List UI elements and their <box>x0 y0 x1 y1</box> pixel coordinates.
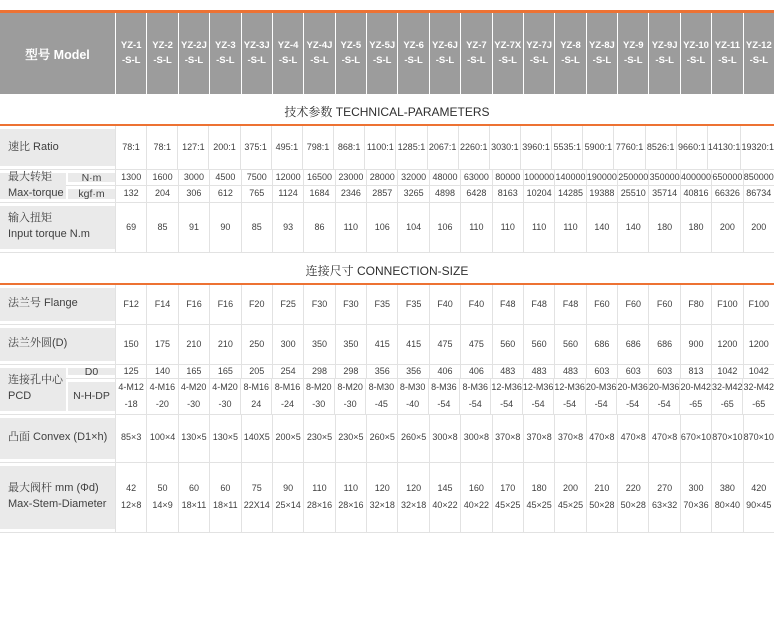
table-cell: 100000 <box>523 170 554 185</box>
table-cell: 870×10 <box>743 415 774 462</box>
table-cell: 100×4 <box>146 415 177 462</box>
model-column-header: YZ-1 -S-L <box>115 13 146 94</box>
table-cell: 210 <box>209 325 240 364</box>
table-cell: 4898 <box>429 186 460 201</box>
table-cell: 298 <box>335 365 366 379</box>
table-cell: 650000 <box>711 170 742 185</box>
model-column-header: YZ-9J -S-L <box>648 13 679 94</box>
table-cell: 32-M42 -65 <box>711 379 743 413</box>
table-cell: 612 <box>209 186 240 201</box>
table-cell: 145 40×22 <box>429 463 460 532</box>
table-cell: 470×8 <box>586 415 617 462</box>
table-cell: F30 <box>335 285 366 324</box>
subrow-kgfm <box>66 185 774 201</box>
table-cell: 165 <box>178 365 209 379</box>
row-label-ratio <box>0 126 115 169</box>
max-torque-kgfm-values <box>115 186 774 201</box>
table-cell: 20-M36 -54 <box>616 379 648 413</box>
table-cell: 670×10 <box>680 415 711 462</box>
table-cell: F100 <box>743 285 774 324</box>
model-column-header: YZ-8J -S-L <box>586 13 617 94</box>
row-ratio <box>0 126 774 170</box>
table-cell: 120 32×18 <box>397 463 428 532</box>
table-cell: 32-M42 -65 <box>742 379 774 413</box>
table-cell: 4-M20 -30 <box>178 379 209 413</box>
row-label-max-torque <box>0 170 66 202</box>
row-label-text: Max-torque <box>8 186 64 199</box>
table-cell: 406 <box>460 365 491 379</box>
unit-label-kgfm: kgf·m <box>66 186 115 201</box>
table-cell: 200 45×25 <box>554 463 585 532</box>
table-cell: 25510 <box>617 186 648 201</box>
table-cell: 5900:1 <box>582 126 613 169</box>
table-cell: 180 45×25 <box>523 463 554 532</box>
table-cell: 200:1 <box>208 126 239 169</box>
table-cell: 300 70×36 <box>680 463 711 532</box>
table-cell: 2067:1 <box>427 126 458 169</box>
table-cell: 200×5 <box>272 415 303 462</box>
table-cell: 686 <box>648 325 679 364</box>
table-cell: F16 <box>209 285 240 324</box>
table-cell: 180 <box>648 203 679 252</box>
model-header-label: 型号 Model <box>25 47 90 62</box>
table-cell: F16 <box>178 285 209 324</box>
table-cell: 125 <box>115 365 146 379</box>
table-cell: 140 <box>586 203 617 252</box>
table-cell: 350 <box>303 325 334 364</box>
table-cell: 370×8 <box>523 415 554 462</box>
table-cell: 210 <box>178 325 209 364</box>
table-cell: 8526:1 <box>645 126 676 169</box>
subrow-nm <box>66 170 774 185</box>
table-cell: 110 28×16 <box>303 463 334 532</box>
table-cell: 300×8 <box>460 415 491 462</box>
table-cell: 40816 <box>680 186 711 201</box>
table-cell: 813 <box>680 365 711 379</box>
model-column-header: YZ-2 -S-L <box>146 13 177 94</box>
table-cell: 85 <box>146 203 177 252</box>
table-cell: 90 <box>209 203 240 252</box>
table-cell: 1300 <box>115 170 146 185</box>
table-cell: 850000 <box>743 170 774 185</box>
table-cell: 110 <box>460 203 491 252</box>
table-cell: 1042 <box>711 365 742 379</box>
model-column-header: YZ-5J -S-L <box>366 13 397 94</box>
table-cell: 175 <box>146 325 177 364</box>
model-column-header: YZ-7X -S-L <box>492 13 523 94</box>
model-column-header: YZ-3 -S-L <box>209 13 240 94</box>
table-cell: 870×10 <box>711 415 742 462</box>
table-cell: 1200 <box>743 325 774 364</box>
table-cell: 483 <box>523 365 554 379</box>
subrow-nhdp <box>66 378 774 413</box>
row-flange <box>0 285 774 325</box>
model-column-header: YZ-9 -S-L <box>617 13 648 94</box>
row-label-flange-od <box>0 325 115 364</box>
table-cell: 35714 <box>648 186 679 201</box>
table-cell: 200 <box>743 203 774 252</box>
table-cell: 1200 <box>711 325 742 364</box>
table-cell: 20-M36 -54 <box>585 379 617 413</box>
table-cell: 170 45×25 <box>492 463 523 532</box>
table-cell: F40 <box>429 285 460 324</box>
pcd-subrows <box>66 365 774 414</box>
unit-label-nm: N·m <box>66 170 115 185</box>
table-cell: 160 40×22 <box>460 463 491 532</box>
table-cell: 165 <box>209 365 240 379</box>
model-column-header: YZ-6 -S-L <box>397 13 428 94</box>
table-cell: 603 <box>617 365 648 379</box>
table-cell: 1285:1 <box>395 126 426 169</box>
table-cell: 8-M36 -54 <box>459 379 490 413</box>
table-cell: 370×8 <box>492 415 523 462</box>
table-cell: 260×5 <box>397 415 428 462</box>
row-label-text: Input torque N.m <box>8 228 90 241</box>
table-cell: 3000 <box>178 170 209 185</box>
max-torque-nm-values <box>115 170 774 185</box>
table-cell: 230×5 <box>303 415 334 462</box>
row-label-text: 速比 Ratio <box>8 140 59 153</box>
table-cell: 1042 <box>743 365 774 379</box>
model-column-header: YZ-4 -S-L <box>272 13 303 94</box>
table-cell: 400000 <box>680 170 711 185</box>
table-cell: 475 <box>460 325 491 364</box>
table-cell: 132 <box>115 186 146 201</box>
table-cell: 375:1 <box>240 126 271 169</box>
model-column-header: YZ-5 -S-L <box>335 13 366 94</box>
table-cell: 7760:1 <box>613 126 644 169</box>
table-cell: 42 12×8 <box>115 463 146 532</box>
pcd-nhdp-values <box>115 379 774 413</box>
table-cell: 4-M16 -20 <box>146 379 177 413</box>
table-cell: 20-M36 -54 <box>648 379 680 413</box>
row-label-max-stem <box>0 463 115 532</box>
table-cell: F60 <box>648 285 679 324</box>
table-cell: 120 32×18 <box>366 463 397 532</box>
table-cell: 85 <box>241 203 272 252</box>
table-cell: F48 <box>523 285 554 324</box>
table-cell: 250 <box>241 325 272 364</box>
table-cell: 2260:1 <box>458 126 489 169</box>
row-convex <box>0 415 774 463</box>
table-cell: 2857 <box>366 186 397 201</box>
row-flange-od <box>0 325 774 365</box>
table-cell: 686 <box>617 325 648 364</box>
table-cell: 270 63×32 <box>648 463 679 532</box>
table-cell: 230×5 <box>335 415 366 462</box>
table-cell: 60 18×11 <box>178 463 209 532</box>
table-cell: 110 <box>335 203 366 252</box>
table-cell: 86 <box>303 203 334 252</box>
table-cell: 3960:1 <box>520 126 551 169</box>
table-cell: 260×5 <box>366 415 397 462</box>
pcd-d0-values <box>115 365 774 379</box>
table-cell: 4-M12 -18 <box>115 379 146 413</box>
table-cell: F14 <box>146 285 177 324</box>
row-label-pcd <box>0 365 66 414</box>
table-cell: 300×8 <box>429 415 460 462</box>
table-cell: F80 <box>680 285 711 324</box>
table-cell: 110 <box>523 203 554 252</box>
table-cell: 765 <box>241 186 272 201</box>
table-cell: 16500 <box>303 170 334 185</box>
table-cell: 1684 <box>303 186 334 201</box>
table-cell: 560 <box>492 325 523 364</box>
model-column-headers <box>115 13 774 94</box>
table-cell: 127:1 <box>177 126 208 169</box>
table-cell: 350000 <box>648 170 679 185</box>
table-cell: 180 <box>680 203 711 252</box>
table-cell: 12000 <box>272 170 303 185</box>
table-cell: 2346 <box>335 186 366 201</box>
row-label-text: PCD <box>8 390 32 403</box>
table-cell: 1600 <box>146 170 177 185</box>
row-label-text: 输入扭矩 <box>8 212 52 225</box>
model-column-header: YZ-8 -S-L <box>554 13 585 94</box>
table-cell: 475 <box>429 325 460 364</box>
table-cell: 140000 <box>554 170 585 185</box>
table-cell: 14285 <box>554 186 585 201</box>
table-cell: 23000 <box>335 170 366 185</box>
table-cell: 250000 <box>617 170 648 185</box>
table-cell: 868:1 <box>333 126 364 169</box>
table-cell: 91 <box>178 203 209 252</box>
table-cell: 560 <box>554 325 585 364</box>
table-cell: 140X5 <box>241 415 272 462</box>
section-title-technical-parameters: 技术参数 TECHNICAL-PARAMETERS <box>0 94 774 126</box>
row-label-text: 法兰号 Flange <box>8 297 78 310</box>
model-column-header: YZ-3J -S-L <box>241 13 272 94</box>
row-label-text: 连接孔中心 <box>8 374 63 387</box>
table-cell: 350 <box>335 325 366 364</box>
table-cell: 140 <box>617 203 648 252</box>
row-input-torque <box>0 203 774 253</box>
table-cell: 415 <box>366 325 397 364</box>
table-cell: 798:1 <box>302 126 333 169</box>
table-cell: 8-M20 -30 <box>334 379 365 413</box>
table-cell: 483 <box>492 365 523 379</box>
table-cell: 190000 <box>586 170 617 185</box>
table-cell: 300 <box>272 325 303 364</box>
max-stem-values <box>115 463 774 532</box>
row-label-input-torque <box>0 203 115 252</box>
table-cell: 603 <box>586 365 617 379</box>
row-label-text: 最大转矩 <box>8 171 52 183</box>
table-cell: 254 <box>272 365 303 379</box>
table-cell: 93 <box>272 203 303 252</box>
input-torque-values <box>115 203 774 252</box>
table-cell: 306 <box>178 186 209 201</box>
table-cell: 104 <box>397 203 428 252</box>
table-cell: 298 <box>303 365 334 379</box>
table-cell: 110 <box>492 203 523 252</box>
table-cell: 19320:1 <box>740 126 774 169</box>
table-cell: 200 <box>711 203 742 252</box>
table-cell: 8-M30 -45 <box>365 379 396 413</box>
table-cell: 370×8 <box>554 415 585 462</box>
ratio-values <box>115 126 774 169</box>
table-cell: 90 25×14 <box>272 463 303 532</box>
table-cell: 686 <box>586 325 617 364</box>
table-cell: 110 28×16 <box>335 463 366 532</box>
table-cell: 8-M20 -30 <box>303 379 334 413</box>
table-cell: F35 <box>397 285 428 324</box>
table-cell: 483 <box>554 365 585 379</box>
table-cell: 20-M42 -65 <box>679 379 711 413</box>
table-cell: 380 80×40 <box>711 463 742 532</box>
table-cell: 60 18×11 <box>209 463 240 532</box>
convex-values <box>115 415 774 462</box>
section-title-connection-size: 连接尺寸 CONNECTION-SIZE <box>0 253 774 285</box>
table-cell: 470×8 <box>617 415 648 462</box>
table-header-row <box>0 10 774 94</box>
table-cell: 210 50×28 <box>586 463 617 532</box>
table-cell: F25 <box>272 285 303 324</box>
table-cell: 12-M36 -54 <box>522 379 554 413</box>
table-cell: 900 <box>680 325 711 364</box>
row-label-text: 最大阀杆 mm (Φd) <box>8 482 99 495</box>
table-cell: 8163 <box>492 186 523 201</box>
table-cell: 48000 <box>429 170 460 185</box>
table-cell: 106 <box>429 203 460 252</box>
max-torque-subrows <box>66 170 774 202</box>
table-cell: 8-M30 -40 <box>397 379 428 413</box>
row-label-convex <box>0 415 115 462</box>
table-cell: 150 <box>115 325 146 364</box>
table-cell: 470×8 <box>648 415 679 462</box>
row-pcd <box>0 365 774 415</box>
table-cell: 3265 <box>397 186 428 201</box>
table-cell: 80000 <box>492 170 523 185</box>
unit-label-nhdp: N-H-DP <box>66 379 115 413</box>
table-cell: F35 <box>366 285 397 324</box>
table-cell: 19388 <box>586 186 617 201</box>
flange-od-values <box>115 325 774 364</box>
table-cell: F60 <box>617 285 648 324</box>
table-cell: 86734 <box>743 186 774 201</box>
row-label-text: 凸面 Convex (D1×h) <box>8 431 108 444</box>
model-column-header: YZ-12 -S-L <box>743 13 774 94</box>
table-cell: 204 <box>146 186 177 201</box>
table-cell: 220 50×28 <box>617 463 648 532</box>
table-cell: F30 <box>303 285 334 324</box>
table-cell: 130×5 <box>209 415 240 462</box>
table-cell: 12-M36 -54 <box>490 379 522 413</box>
table-cell: 85×3 <box>115 415 146 462</box>
model-column-header: YZ-10 -S-L <box>680 13 711 94</box>
model-column-header: YZ-2J -S-L <box>178 13 209 94</box>
model-column-header: YZ-7 -S-L <box>460 13 491 94</box>
table-cell: 63000 <box>460 170 491 185</box>
model-column-header: YZ-7J -S-L <box>523 13 554 94</box>
table-cell: F100 <box>711 285 742 324</box>
table-cell: 50 14×9 <box>146 463 177 532</box>
model-column-header: YZ-6J -S-L <box>429 13 460 94</box>
table-cell: 110 <box>554 203 585 252</box>
table-cell: 78:1 <box>115 126 146 169</box>
model-column-header: YZ-11 -S-L <box>711 13 742 94</box>
table-cell: 10204 <box>523 186 554 201</box>
unit-label-d0: D0 <box>66 365 115 379</box>
table-cell: F48 <box>492 285 523 324</box>
table-cell: 69 <box>115 203 146 252</box>
table-cell: 75 22X14 <box>241 463 272 532</box>
row-max-stem <box>0 463 774 533</box>
table-cell: F60 <box>586 285 617 324</box>
table-cell: 106 <box>366 203 397 252</box>
table-cell: 32000 <box>397 170 428 185</box>
table-cell: 205 <box>241 365 272 379</box>
table-cell: 8-M16 -24 <box>271 379 302 413</box>
table-cell: 8-M16 24 <box>240 379 271 413</box>
table-cell: 356 <box>366 365 397 379</box>
table-cell: 406 <box>429 365 460 379</box>
row-label-text: Max-Stem-Diameter <box>8 498 107 511</box>
row-max-torque <box>0 170 774 203</box>
table-cell: 4-M20 -30 <box>209 379 240 413</box>
table-cell: 9660:1 <box>676 126 707 169</box>
table-cell: 356 <box>397 365 428 379</box>
table-cell: 28000 <box>366 170 397 185</box>
row-label-text: 法兰外圆(D) <box>8 337 68 350</box>
table-cell: 1124 <box>272 186 303 201</box>
table-cell: 3030:1 <box>489 126 520 169</box>
table-cell: 7500 <box>241 170 272 185</box>
table-cell: 6428 <box>460 186 491 201</box>
row-label-flange <box>0 285 115 324</box>
table-cell: F40 <box>460 285 491 324</box>
table-cell: 66326 <box>711 186 742 201</box>
table-cell: 130×5 <box>178 415 209 462</box>
table-cell: 495:1 <box>271 126 302 169</box>
table-cell: 420 90×45 <box>743 463 774 532</box>
table-cell: 14130:1 <box>707 126 741 169</box>
table-cell: 560 <box>523 325 554 364</box>
table-cell: F20 <box>241 285 272 324</box>
table-cell: 1100:1 <box>364 126 395 169</box>
table-cell: 415 <box>397 325 428 364</box>
subrow-d0 <box>66 365 774 379</box>
table-cell: 8-M36 -54 <box>428 379 459 413</box>
table-cell: 78:1 <box>146 126 177 169</box>
table-cell: 140 <box>146 365 177 379</box>
table-cell: 4500 <box>209 170 240 185</box>
model-column-header: YZ-4J -S-L <box>303 13 334 94</box>
table-cell: F12 <box>115 285 146 324</box>
table-cell: 12-M36 -54 <box>553 379 585 413</box>
table-cell: 5535:1 <box>551 126 582 169</box>
flange-values <box>115 285 774 324</box>
table-cell: F48 <box>554 285 585 324</box>
table-cell: 603 <box>648 365 679 379</box>
